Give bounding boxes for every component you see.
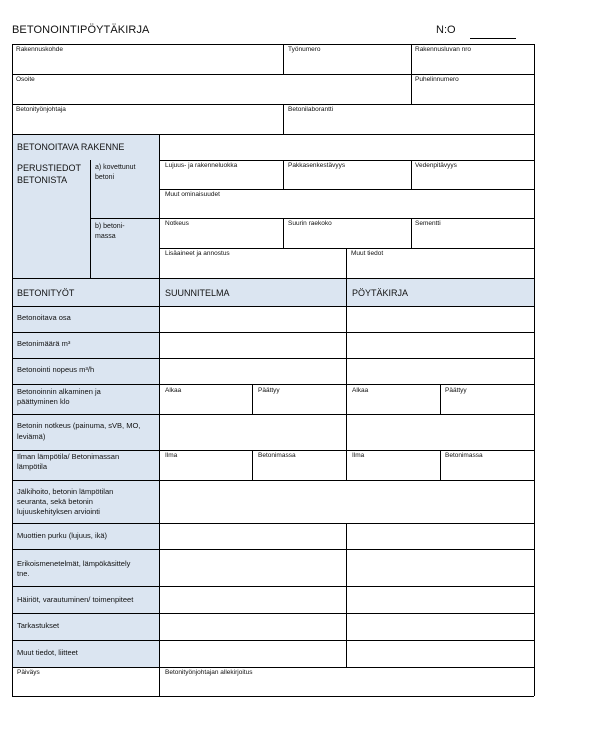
other-label: Muut tiedot, liitteet <box>17 648 78 657</box>
work-header-shade <box>12 278 534 306</box>
record-end-label: Päättyy <box>445 387 467 394</box>
part-label: Betonoitava osa <box>17 313 71 322</box>
hardened-label-line1: a) kovettunut <box>95 164 136 171</box>
structure-field[interactable] <box>160 135 534 160</box>
temp-label-line1: Ilman lämpötila/ Betonimassan <box>17 452 120 461</box>
water-label: Vedenpitävyys <box>415 162 457 169</box>
rule <box>12 384 534 385</box>
freeze-label: Pakkasenkestävyys <box>288 162 346 169</box>
rule <box>346 414 347 450</box>
osoite-label: Osoite <box>16 76 35 83</box>
rule <box>12 44 534 45</box>
rule <box>252 384 253 414</box>
plan-speed-field[interactable] <box>160 359 346 384</box>
inspections-label: Tarkastukset <box>17 621 60 630</box>
rule <box>12 278 534 279</box>
rule <box>283 160 284 189</box>
rule <box>411 44 412 74</box>
rule <box>12 104 534 105</box>
plan-end-label: Päättyy <box>258 387 280 394</box>
betonityonjohtaja-label: Betonityönjohtaja <box>16 106 66 113</box>
rule <box>346 523 347 667</box>
date-label: Päiväys <box>17 669 40 676</box>
curing-label-line3: lujuuskehityksen arviointi <box>17 507 100 516</box>
rule <box>12 523 534 524</box>
rule <box>346 450 347 480</box>
formwork-label: Muottien purku (lujuus, ikä) <box>17 531 108 540</box>
record-mass-label: Betonimassa <box>445 452 483 459</box>
rule <box>12 696 534 697</box>
rule <box>90 218 534 219</box>
form-title: BETONOINTIPÖYTÄKIRJA <box>12 24 150 36</box>
plan-header: SUUNNITELMA <box>165 288 230 298</box>
aggregate-label: Suurin raekoko <box>288 220 332 227</box>
rule <box>12 586 534 587</box>
strength-label: Lujuus- ja rakenneluokka <box>165 162 238 169</box>
structure-header: BETONOITAVA RAKENNE <box>17 142 125 152</box>
record-start-label: Alkaa <box>352 387 369 394</box>
consistency-label: Notkeus <box>165 220 189 227</box>
rakennuskohde-label: Rakennuskohde <box>16 46 63 53</box>
fresh-label-line2: massa <box>95 233 116 240</box>
rule <box>90 160 91 278</box>
plan-start-label: Alkaa <box>165 387 182 394</box>
rule <box>252 450 253 480</box>
curing-label-line2: seuranta, sekä betonin <box>17 497 93 506</box>
plan-mass-label: Betonimassa <box>258 452 296 459</box>
disturbances-label: Häiriöt, varautuminen/ toimenpiteet <box>17 595 134 604</box>
form-number-label: N:O <box>436 24 456 36</box>
other-props-label: Muut ominaisuudet <box>165 191 220 198</box>
times-label-line2: päättyminen klo <box>17 397 70 406</box>
rule <box>12 450 534 451</box>
amount-label: Betonimäärä m³ <box>17 339 71 348</box>
hardened-label-line2: betoni <box>95 174 115 181</box>
temp-label-line2: lämpötila <box>17 462 48 471</box>
rule <box>411 74 412 104</box>
fresh-label-line1: b) betoni- <box>95 223 125 230</box>
rule <box>440 450 441 480</box>
speed-label: Betonointi nopeus m³/h <box>17 365 95 374</box>
cement-label: Sementti <box>415 220 441 227</box>
structure-shade <box>12 134 159 278</box>
rule <box>346 248 347 278</box>
form-number-field[interactable] <box>470 38 516 39</box>
rule <box>411 218 412 248</box>
notkeus-label-line1: Betonin notkeus (painuma, sVB, MO, <box>17 421 141 430</box>
rule <box>12 613 534 614</box>
rule <box>12 480 534 481</box>
record-air-label: Ilma <box>352 452 365 459</box>
plan-air-label: Ilma <box>165 452 178 459</box>
basics-label-line1: PERUSTIEDOT <box>17 163 82 173</box>
record-amount-field[interactable] <box>347 333 534 358</box>
rule <box>283 104 284 134</box>
curing-label-line1: Jälkihoito, betonin lämpötilan <box>17 487 114 496</box>
other-info-label: Muut tiedot <box>351 250 384 257</box>
rule <box>12 414 534 415</box>
special-label-line2: tne. <box>17 569 30 578</box>
plan-part-field[interactable] <box>160 307 346 332</box>
rule <box>440 384 441 414</box>
rule <box>12 74 534 75</box>
rule <box>346 384 347 414</box>
rule <box>12 549 534 550</box>
record-part-field[interactable] <box>347 307 534 332</box>
rakennusluvan-nro-label: Rakennusluvan nro <box>415 46 472 53</box>
times-label-line1: Betonoinnin alkaminen ja <box>17 387 101 396</box>
rule <box>159 189 534 190</box>
puhelinnumero-label: Puhelinnumero <box>415 76 459 83</box>
notkeus-label-line2: leviämä) <box>17 432 46 441</box>
record-header: PÖYTÄKIRJA <box>352 288 409 298</box>
betonilaborantti-label: Betonilaborantti <box>288 106 334 113</box>
basics-label-line2: BETONISTA <box>17 175 68 185</box>
additives-label: Lisäaineet ja annostus <box>165 250 230 257</box>
special-label-line1: Erikoismenetelmät, lämpökäsittely <box>17 559 131 568</box>
rule <box>283 44 284 74</box>
tyonumero-label: Työnumero <box>288 46 321 53</box>
signature-field[interactable] <box>160 667 534 696</box>
rule <box>159 134 160 696</box>
rule <box>534 44 535 696</box>
work-header: BETONITYÖT <box>17 288 75 298</box>
rule <box>411 160 412 189</box>
rule <box>12 640 534 641</box>
signature-label: Betonityönjohtajan allekirjoitus <box>165 669 253 676</box>
rule <box>12 44 13 696</box>
record-speed-field[interactable] <box>347 359 534 384</box>
rule <box>283 218 284 248</box>
plan-amount-field[interactable] <box>160 333 346 358</box>
rule <box>159 160 534 161</box>
